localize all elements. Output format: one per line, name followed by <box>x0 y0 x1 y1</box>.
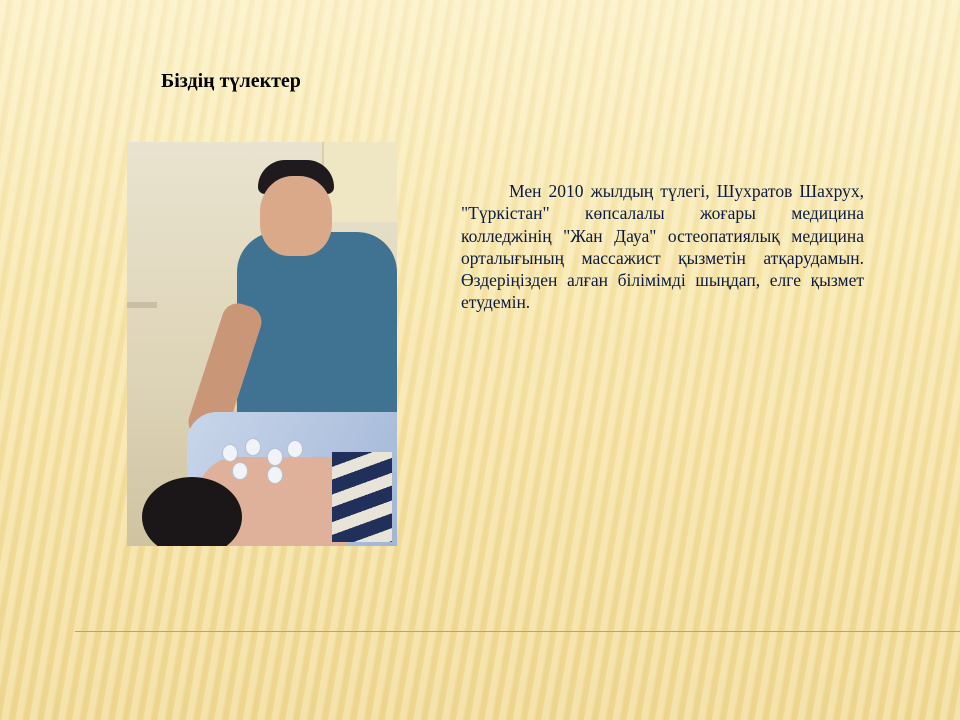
cupping-cup <box>287 440 303 458</box>
slide-body-text: Мен 2010 жылдың түлегі, Шухратов Шахрух, "Түркістан" көпсалалы жоғары медицина колледжінің "Жан Дауа" остеопатиялық медицина орталығының массажист қызметін атқарудамын. Өздеріңізден алған білімімді шыңдап, елге қызмет етудемін. <box>461 181 864 313</box>
slide-title: Біздің түлектер <box>161 70 301 92</box>
cupping-cup <box>245 438 261 456</box>
therapist-uniform <box>237 232 397 422</box>
cupping-cup <box>222 444 238 462</box>
massage-therapist-photo <box>127 142 397 546</box>
cupping-cup <box>267 448 283 466</box>
therapist-face <box>260 176 332 256</box>
cupping-cup <box>232 462 248 480</box>
cupping-cup <box>267 466 283 484</box>
striped-towel <box>332 452 392 542</box>
shelf <box>127 302 157 308</box>
footer-divider <box>75 631 960 632</box>
